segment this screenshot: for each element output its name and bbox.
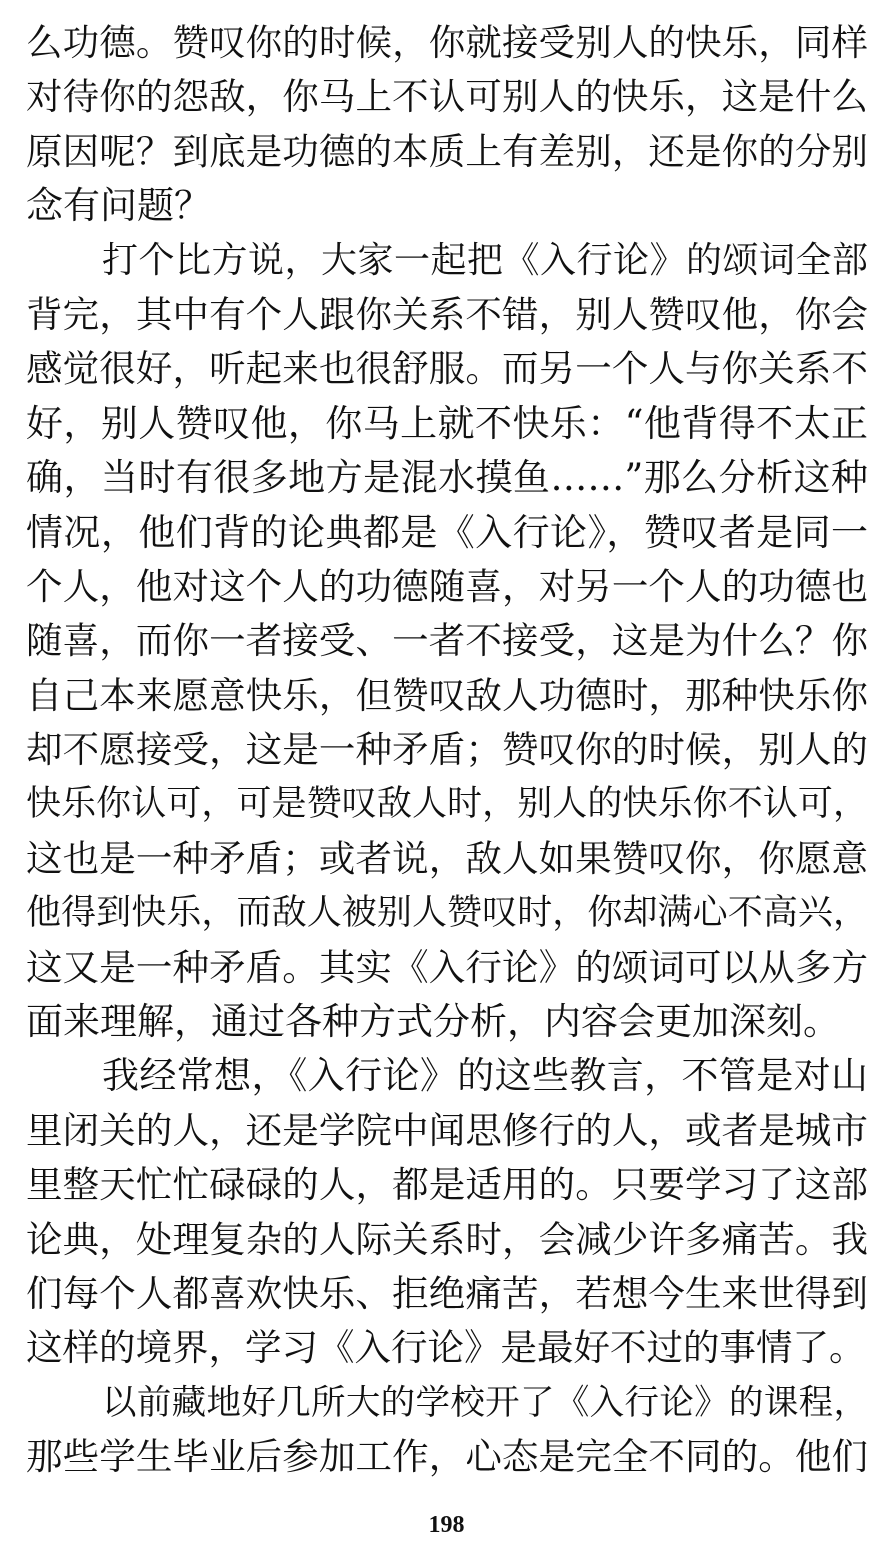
body-text xyxy=(26,16,868,1485)
text-line: 这样的境界，学习《入行论》是最好不过的事情了。 xyxy=(26,1326,866,1370)
text-line: 面来理解，通过各种方式分析，内容会更加深刻。 xyxy=(26,1000,840,1044)
text-line: 么功德。赞叹你的时候，你就接受别人的快乐，同样 xyxy=(26,21,868,64)
page-number: 198 xyxy=(428,1512,465,1538)
text-line: 原因呢？到底是功德的本质上有差别，还是你的分别 xyxy=(26,129,868,173)
paragraph-first-line: 以前藏地好几所大的学校开了《入行论》的课程， xyxy=(102,1382,868,1423)
text-line: 念有问题？ xyxy=(26,184,211,228)
text-line: 却不愿接受，这是一种矛盾；赞叹你的时候，别人的 xyxy=(26,728,868,772)
text-line: 情况，他们背的论典都是《入行论》，赞叹者是同一 xyxy=(26,510,868,554)
text-line: 这也是一种矛盾；或者说，敌人如果赞叹你，你愿意 xyxy=(26,836,868,880)
text-line: 那些学生毕业后参加工作，心态是完全不同的。他们 xyxy=(26,1435,868,1479)
text-line: 随喜，而你一者接受、一者不接受，这是为什么？你 xyxy=(26,619,868,663)
text-line: 这又是一种矛盾。其实《入行论》的颂词可以从多方 xyxy=(26,945,868,989)
text-line: 自己本来愿意快乐，但赞叹敌人功德时，那种快乐你 xyxy=(26,673,868,717)
text-line: 快乐你认可，可是赞叹敌人时，别人的快乐你不认可， xyxy=(26,784,868,825)
text-line: 对待你的怨敌，你马上不认可别人的快乐，这是什么 xyxy=(26,75,868,119)
paragraph-first-line: 打个比方说，大家一起把《入行论》的颂词全部 xyxy=(102,239,868,281)
text-line: 个人，他对这个人的功德随喜，对另一个人的功德也 xyxy=(26,564,868,608)
text-line: 里闭关的人，还是学院中闻思修行的人，或者是城市 xyxy=(26,1108,868,1152)
text-line: 他得到快乐，而敌人被别人赞叹时，你却满心不高兴， xyxy=(26,893,868,934)
text-line: 论典，处理复杂的人际关系时，会减少许多痛苦。我 xyxy=(26,1217,868,1261)
paragraph-first-line: 我经常想，《入行论》的这些教言，不管是对山 xyxy=(102,1054,868,1098)
text-line: 们每个人都喜欢快乐、拒绝痛苦，若想今生来世得到 xyxy=(26,1271,868,1315)
text-line: 感觉很好，听起来也很舒服。而另一个人与你关系不 xyxy=(26,347,868,391)
text-line: 好，别人赞叹他，你马上就不快乐：“他背得不太正 xyxy=(26,401,868,445)
text-line: 背完，其中有个人跟你关系不错，别人赞叹他，你会 xyxy=(26,292,868,336)
text-line: 确，当时有很多地方是混水摸鱼……”那么分析这种 xyxy=(26,456,868,500)
text-line: 里整天忙忙碌碌的人，都是适用的。只要学习了这部 xyxy=(26,1163,868,1207)
